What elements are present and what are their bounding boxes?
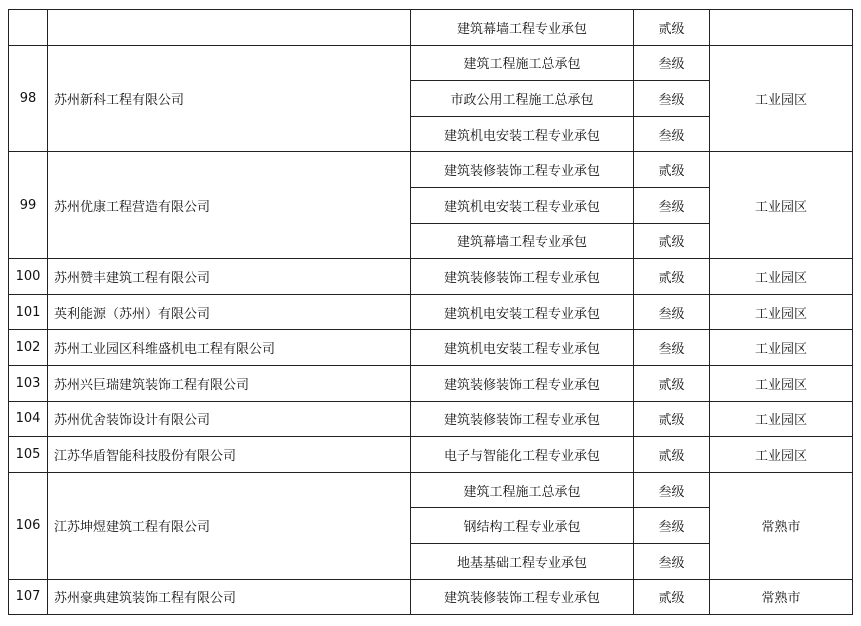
qualification-type: 电子与智能化工程专业承包	[411, 437, 634, 473]
table-row	[9, 45, 853, 81]
region: 工业园区	[710, 259, 853, 295]
qualification-level: 贰级	[634, 152, 710, 188]
row-number: 103	[9, 365, 48, 401]
qualification-type: 建筑机电安装工程专业承包	[411, 187, 634, 223]
qualification-level: 叁级	[634, 45, 710, 81]
company-name: 英利能源（苏州）有限公司	[48, 294, 411, 330]
qualification-type: 建筑工程施工总承包	[411, 472, 634, 508]
table-row	[9, 294, 853, 330]
qualification-type: 市政公用工程施工总承包	[411, 81, 634, 117]
table-row	[9, 330, 853, 366]
company-name: 苏州兴巨瑞建筑装饰工程有限公司	[48, 365, 411, 401]
qualification-type: 建筑装修装饰工程专业承包	[411, 401, 634, 437]
table-row	[9, 579, 853, 615]
qualification-type: 地基基础工程专业承包	[411, 543, 634, 579]
region: 工业园区	[710, 152, 853, 259]
table-row	[9, 10, 853, 46]
qualification-level: 贰级	[634, 401, 710, 437]
qualification-level: 叁级	[634, 508, 710, 544]
qualification-type: 建筑装修装饰工程专业承包	[411, 259, 634, 295]
qualification-level: 叁级	[634, 330, 710, 366]
qualification-level: 贰级	[634, 223, 710, 259]
company-name: 江苏坤煜建筑工程有限公司	[48, 472, 411, 579]
region: 工业园区	[710, 45, 853, 152]
qualification-type: 建筑装修装饰工程专业承包	[411, 365, 634, 401]
row-number: 99	[9, 152, 48, 259]
region: 工业园区	[710, 401, 853, 437]
qualification-type: 建筑机电安装工程专业承包	[411, 116, 634, 152]
region: 工业园区	[710, 330, 853, 366]
qualification-type: 建筑装修装饰工程专业承包	[411, 579, 634, 615]
qualification-level: 贰级	[634, 10, 710, 46]
qualification-type: 钢结构工程专业承包	[411, 508, 634, 544]
qualification-level: 叁级	[634, 116, 710, 152]
table-row	[9, 259, 853, 295]
region: 工业园区	[710, 437, 853, 473]
company-name: 苏州工业园区科维盛机电工程有限公司	[48, 330, 411, 366]
qualification-type: 建筑幕墙工程专业承包	[411, 223, 634, 259]
qualification-level: 叁级	[634, 294, 710, 330]
qualification-level: 叁级	[634, 81, 710, 117]
row-number: 98	[9, 45, 48, 152]
row-number: 104	[9, 401, 48, 437]
table-row	[9, 472, 853, 508]
region: 常熟市	[710, 472, 853, 579]
row-number: 100	[9, 259, 48, 295]
company-name: 苏州赞丰建筑工程有限公司	[48, 259, 411, 295]
qualification-type: 建筑装修装饰工程专业承包	[411, 152, 634, 188]
region: 常熟市	[710, 579, 853, 615]
row-number: 102	[9, 330, 48, 366]
company-name: 苏州豪典建筑装饰工程有限公司	[48, 579, 411, 615]
region: 工业园区	[710, 365, 853, 401]
company-name	[48, 10, 411, 46]
row-number	[9, 10, 48, 46]
company-name: 苏州新科工程有限公司	[48, 45, 411, 152]
row-number: 106	[9, 472, 48, 579]
table-row	[9, 152, 853, 188]
qualification-type: 建筑幕墙工程专业承包	[411, 10, 634, 46]
qualification-table	[8, 9, 853, 615]
qualification-level: 贰级	[634, 437, 710, 473]
company-name: 苏州优舍装饰设计有限公司	[48, 401, 411, 437]
row-number: 101	[9, 294, 48, 330]
qualification-level: 贰级	[634, 259, 710, 295]
qualification-level: 贰级	[634, 365, 710, 401]
qualification-type: 建筑机电安装工程专业承包	[411, 330, 634, 366]
table-row	[9, 365, 853, 401]
row-number: 105	[9, 437, 48, 473]
table-row	[9, 401, 853, 437]
company-name: 江苏华盾智能科技股份有限公司	[48, 437, 411, 473]
qualification-type: 建筑机电安装工程专业承包	[411, 294, 634, 330]
row-number: 107	[9, 579, 48, 615]
region: 工业园区	[710, 294, 853, 330]
qualification-level: 叁级	[634, 472, 710, 508]
qualification-level: 叁级	[634, 187, 710, 223]
qualification-type: 建筑工程施工总承包	[411, 45, 634, 81]
company-name: 苏州优康工程营造有限公司	[48, 152, 411, 259]
qualification-level: 叁级	[634, 543, 710, 579]
region	[710, 10, 853, 46]
table-row	[9, 437, 853, 473]
qualification-level: 贰级	[634, 579, 710, 615]
